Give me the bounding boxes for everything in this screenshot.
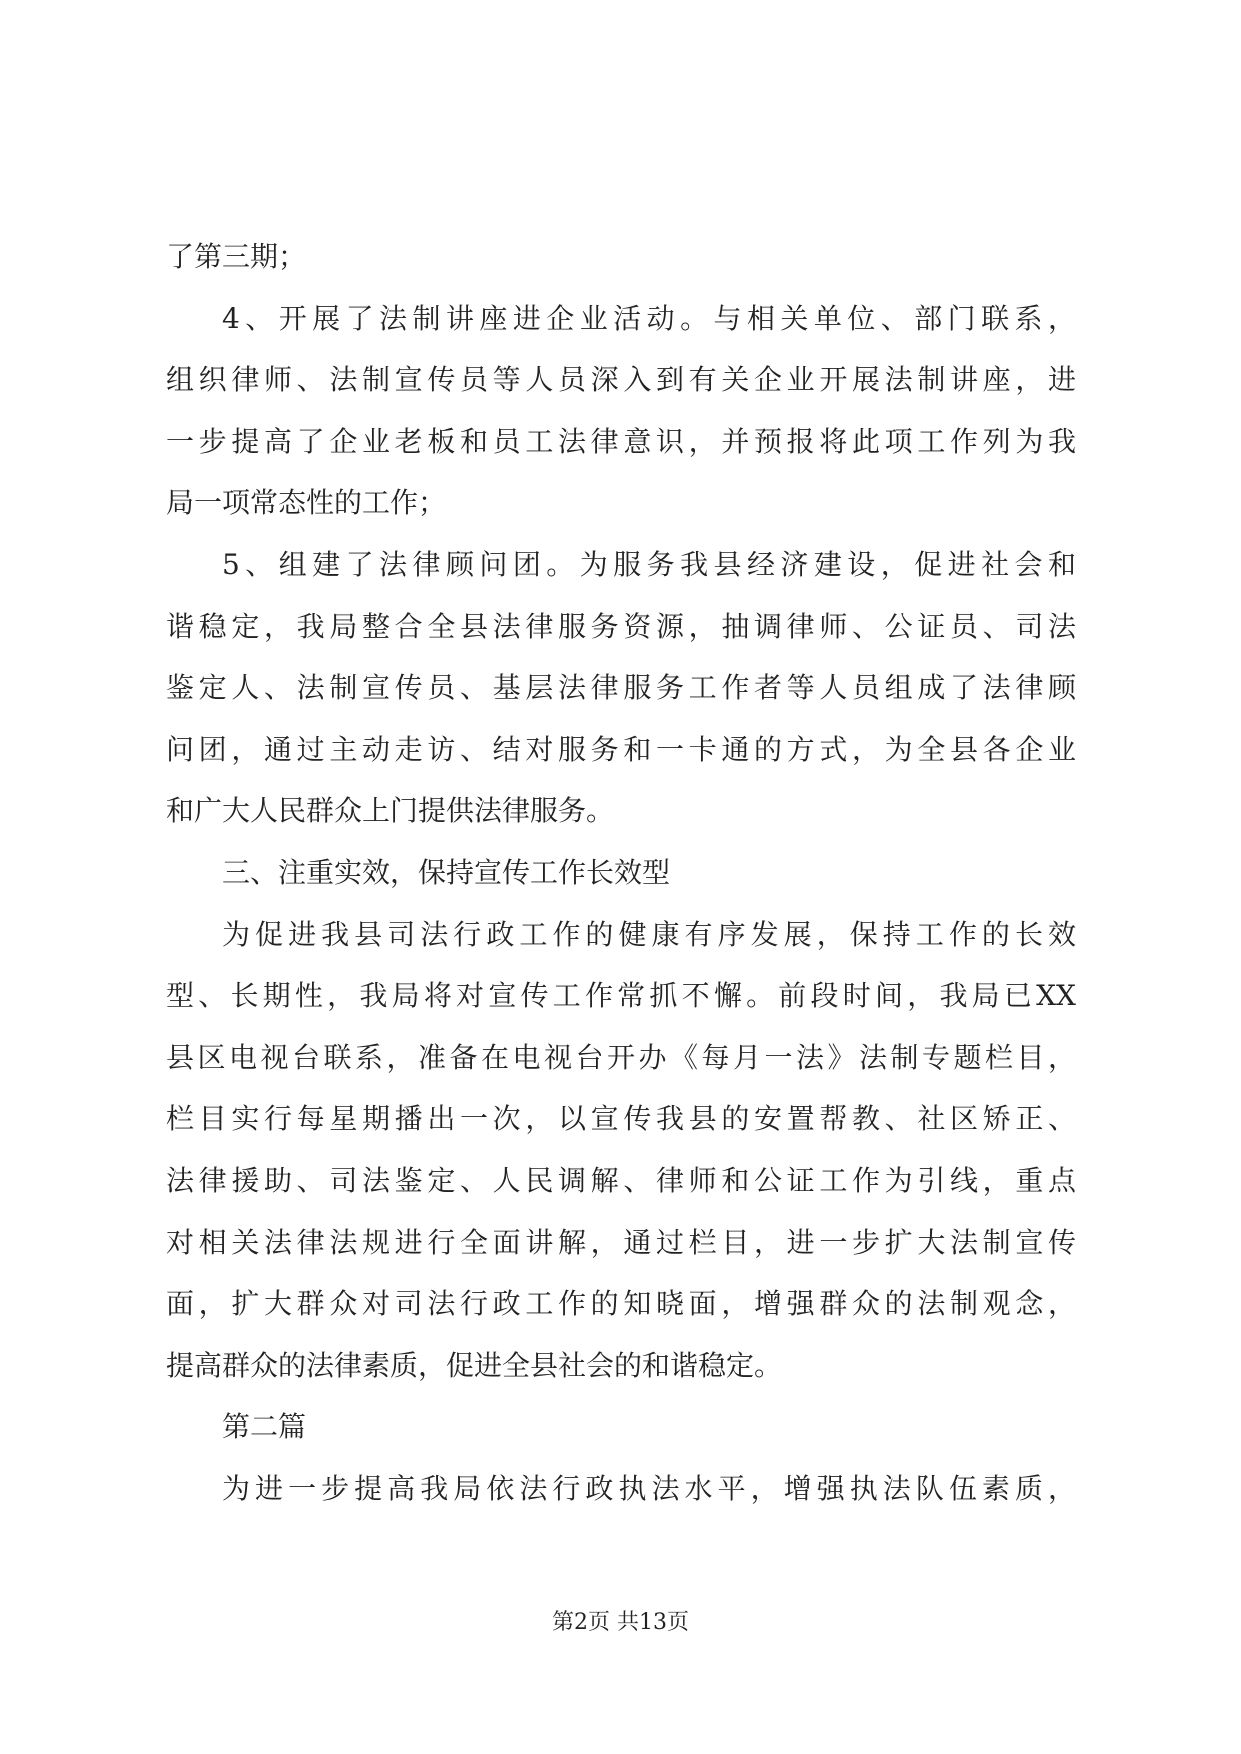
text-line: 组织律师、法制宣传员等人员深入到有关企业开展法制讲座，进 <box>166 363 1076 397</box>
text-line: 型、长期性，我局将对宣传工作常抓不懈。前段时间，我局已XX <box>166 979 1076 1013</box>
text-line: 局一项常态性的工作； <box>166 486 447 520</box>
text-line: 了第三期； <box>166 240 307 273</box>
text-line: 5、组建了法律顾问团。为服务我县经济建设，促进社会和 <box>222 547 1076 581</box>
text-line: 谐稳定，我局整合全县法律服务资源，抽调律师、公证员、司法 <box>166 609 1076 643</box>
text-line: 一步提高了企业老板和员工法律意识，并预报将此项工作列为我 <box>166 424 1076 458</box>
text-line: 4、开展了法制讲座进企业活动。与相关单位、部门联系， <box>222 301 1076 335</box>
document-body <box>166 226 1076 1519</box>
text-line: 法律援助、司法鉴定、人民调解、律师和公证工作为引线，重点 <box>166 1163 1076 1197</box>
text-line: 问团，通过主动走访、结对服务和一卡通的方式，为全县各企业 <box>166 732 1076 766</box>
page-number-footer: 第2页 共13页 <box>552 1610 689 1635</box>
section-heading: 第二篇 <box>222 1410 307 1444</box>
text-line: 对相关法律法规进行全面讲解，通过栏目，进一步扩大法制宣传 <box>166 1225 1076 1259</box>
text-line: 和广大人民群众上门提供法律服务。 <box>166 794 615 828</box>
text-line: 鉴定人、法制宣传员、基层法律服务工作者等人员组成了法律顾 <box>166 671 1076 705</box>
section-heading: 三、注重实效，保持宣传工作长效型 <box>222 855 671 889</box>
text-line: 栏目实行每星期播出一次，以宣传我县的安置帮教、社区矫正、 <box>166 1102 1076 1136</box>
text-line: 提高群众的法律素质，促进全县社会的和谐稳定。 <box>166 1348 783 1382</box>
text-line: 为进一步提高我局依法行政执法水平，增强执法队伍素质， <box>222 1471 1076 1505</box>
text-line: 面，扩大群众对司法行政工作的知晓面，增强群众的法制观念， <box>166 1287 1076 1321</box>
text-line: 县区电视台联系，准备在电视台开办《每月一法》法制专题栏目， <box>166 1040 1076 1074</box>
text-line: 为促进我县司法行政工作的健康有序发展，保持工作的长效 <box>222 917 1076 951</box>
